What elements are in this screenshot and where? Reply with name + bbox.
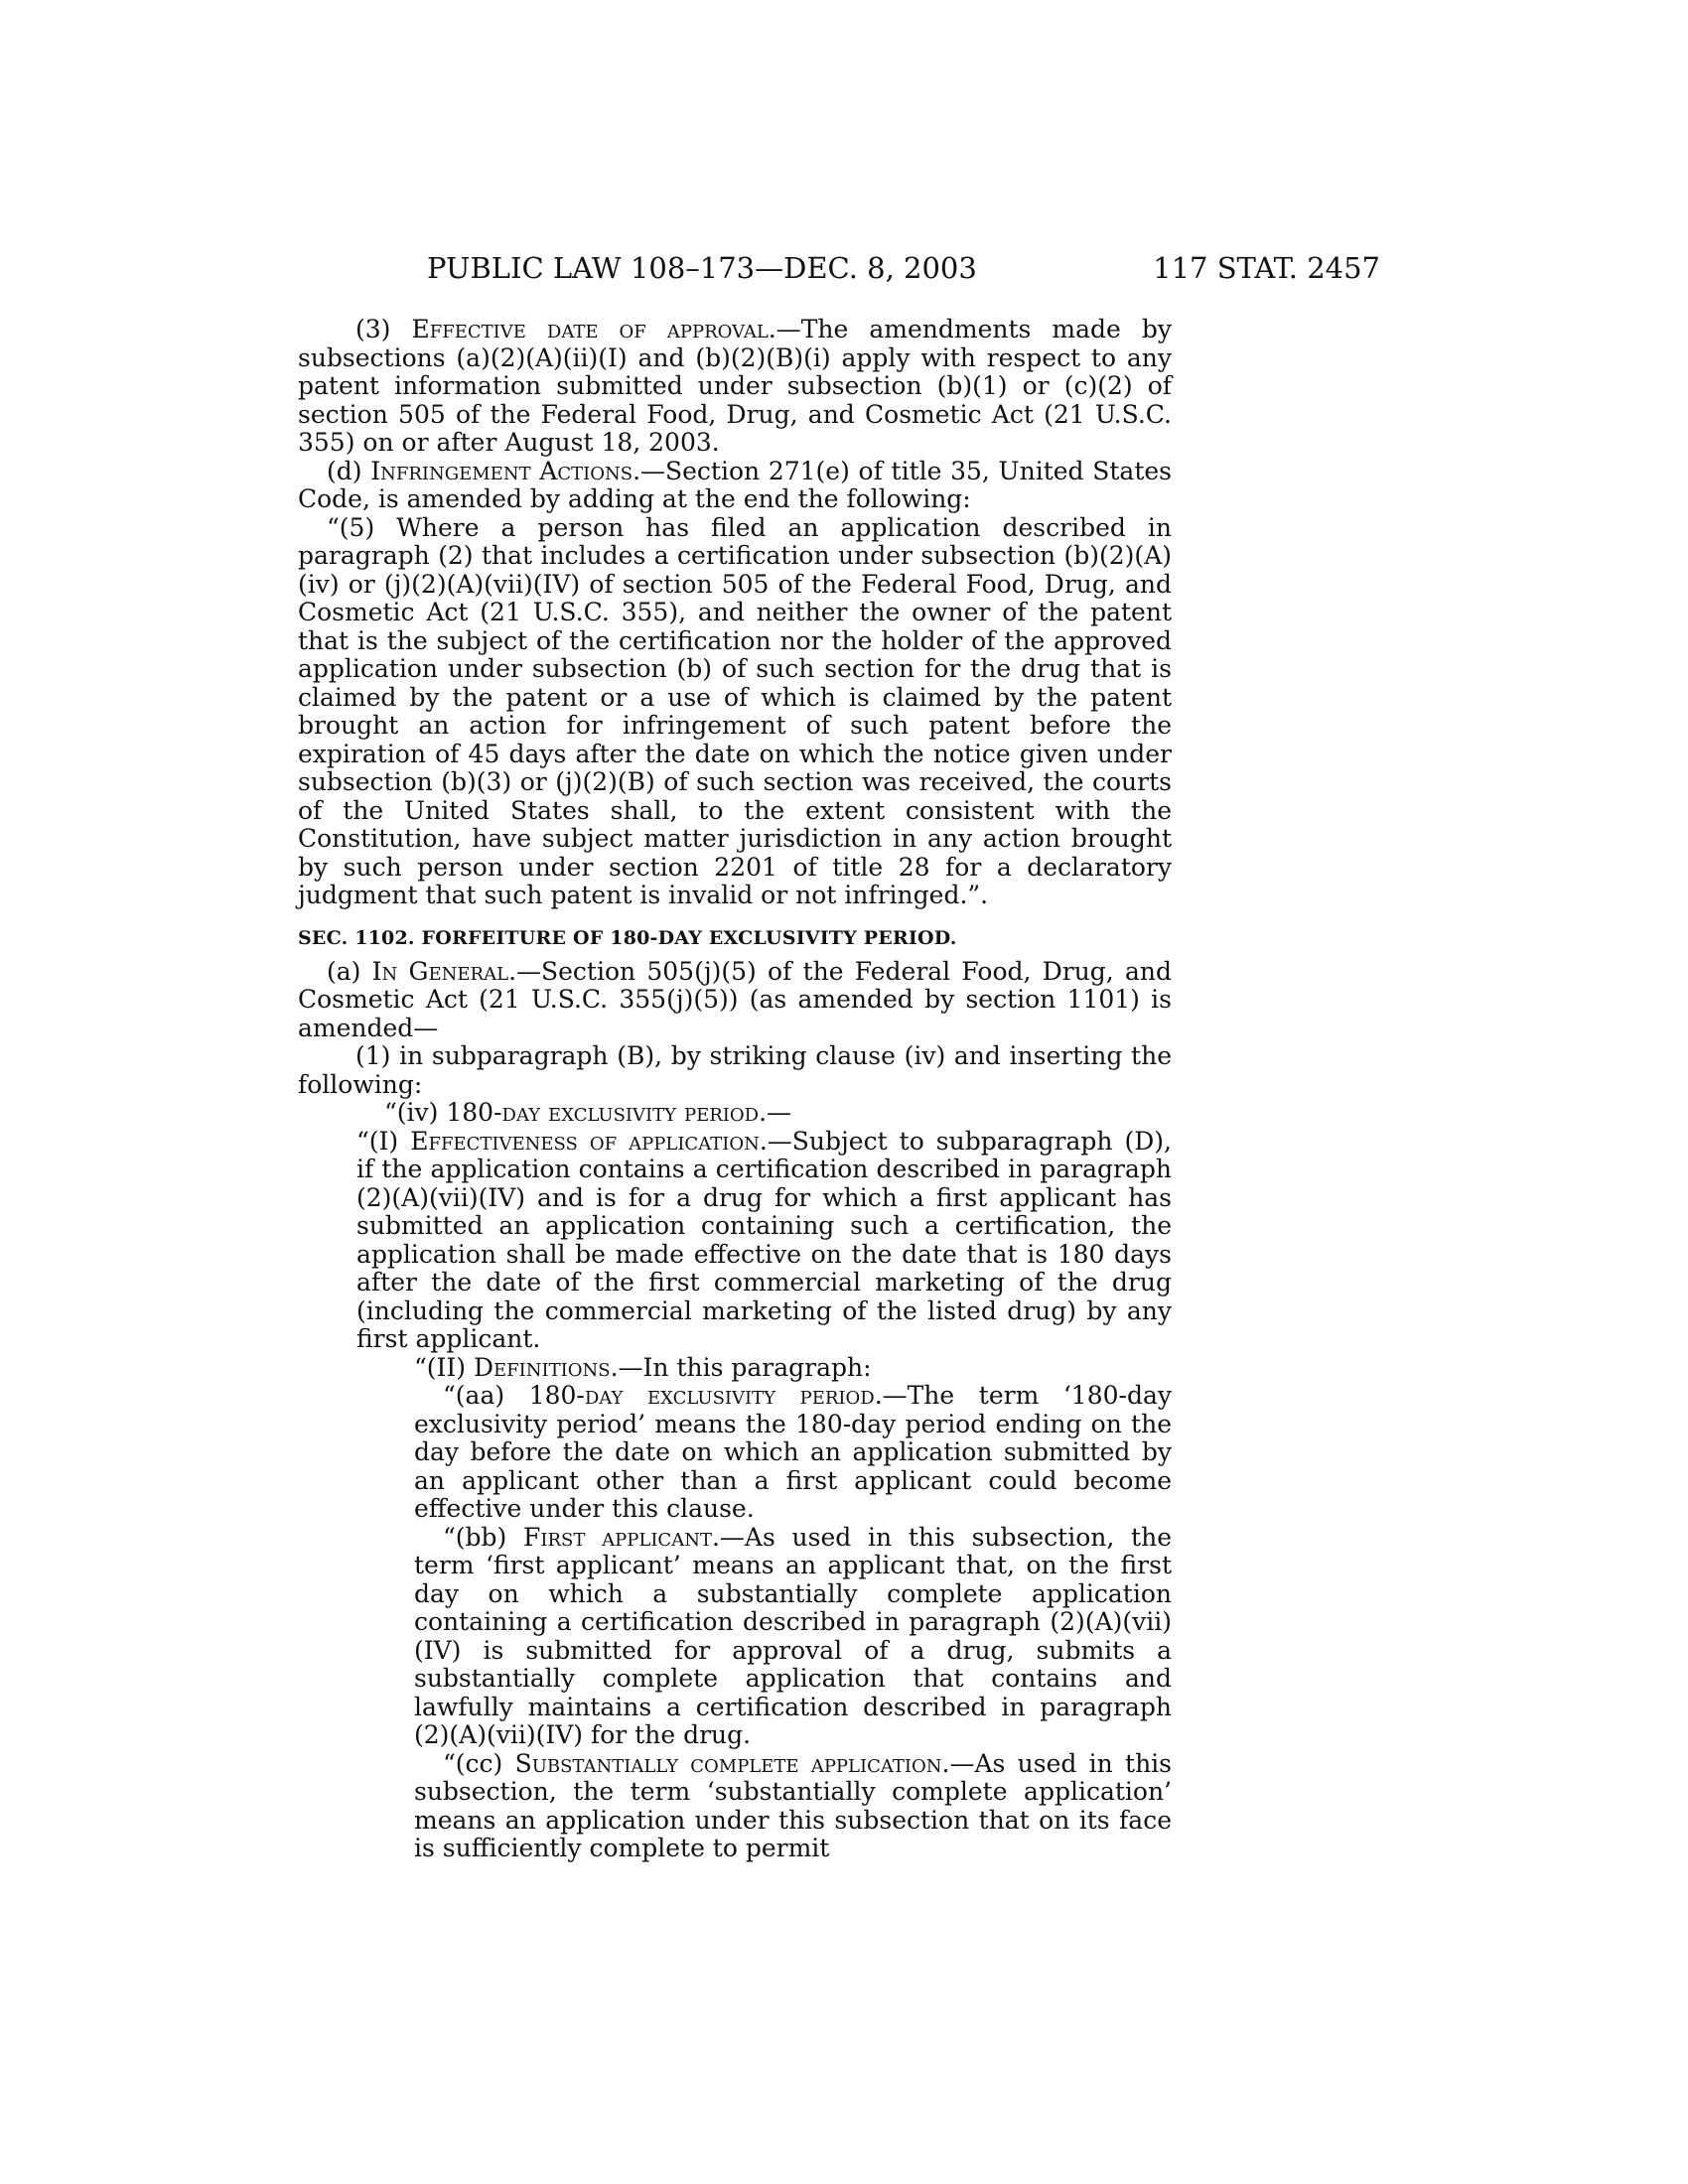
paragraph-subparagraph-b: (1) in subparagraph (B), by striking clause (iv) and inserting the following:	[298, 1041, 1172, 1099]
item-cc: “(cc) Substantially complete application.—As used in this subsection, the term ‘substantially complete application’ means an application under this subsection that on its face is sufficiently complete to permit	[414, 1748, 1172, 1862]
page-number: 117 STAT. 2457	[1153, 251, 1380, 285]
item-bb: “(bb) First applicant.—As used in this subsection, the term ‘first applicant’ means an applicant that, on the first day on which a substantially complete application containing a certification described in paragraph (2)(A)(vii)(IV) is submitted for approval of a drug, submits a substantially complete application that contains and lawfully maintains a certification described in paragraph (2)(A)(vii)(IV) for the drug.	[414, 1522, 1172, 1749]
paragraph-heading: Infringement Actions	[370, 456, 633, 485]
section-heading: SEC. 1102. FORFEITURE OF 180-DAY EXCLUSIVITY PERIOD.	[298, 926, 957, 949]
item-aa: “(aa) 180-day exclusivity period.—The term ‘180-day exclusivity period’ means the 180-day period ending on the day before the date on which an application submitted by an applicant other than a first applicant could become effective under this clause.	[414, 1381, 1173, 1523]
paragraph-heading: First applicant	[523, 1522, 712, 1552]
paragraph-in-general: (a) In General.—Section 505(j)(5) of the Federal Food, Drug, and Cosmetic Act (21 U.S.C. 355(j)(5)) (as amended by section 1101) is amended—	[298, 956, 1173, 1042]
paragraph-heading: Effectiveness of application	[410, 1126, 760, 1156]
paragraph-infringement-actions: (d) Infringement Actions.—Section 271(e) of title 35, United States Code, is amended by adding at the end the following:	[298, 456, 1172, 513]
running-title: PUBLIC LAW 108–173—DEC. 8, 2003	[427, 251, 977, 285]
paragraph-heading: Effective date of approval	[411, 315, 769, 343]
paragraph-heading: In General	[371, 956, 509, 986]
paragraph-quoted-amendment: “(5) Where a person has filed an application described in paragraph (2) that includes a certification under subsection (b)(2)(A)(iv) or (j)(2)(A)(vii)(IV) of section 505 of the Federal Food, Drug, and Cosmetic Act (21 U.S.C. 355), and neither the owner of the patent that is the subject of the certification nor the holder of the approved application under subsection (b) of such section for the drug that is claimed by the patent or a use of which is claimed by the patent brought an action for infringement of such patent before the expiration of 45 days after the date on which the notice given under subsection (b)(3) or (j)(2)(B) of such section was received, the courts of the United States shall, to the extent consistent with the Constitution, have subject matter jurisdiction in any action brought by such person under section 2201 of title 28 for a declaratory judgment that such patent is invalid or not infringed.”.	[298, 512, 1172, 909]
page-header	[298, 248, 1380, 288]
paragraph-effective-date: (3) Effective date of approval.—The amendments made by subsections (a)(2)(A)(ii)(I) and (b)(2)(B)(i) apply with respect to any patent information submitted under subsection (b)(1) or (c)(2) of section 505 of the Federal Food, Drug, and Cosmetic Act (21 U.S.C. 355) on or after August 18, 2003.	[298, 315, 1172, 457]
subclause-ii: “(II) Definitions.—In this paragraph:	[414, 1352, 872, 1382]
paragraph-heading: Substantially complete application	[514, 1748, 942, 1778]
document-body	[298, 316, 1172, 1863]
paragraph-heading: 180-day exclusivity period	[446, 1098, 760, 1127]
paragraph-heading: 180-day exclusivity period	[528, 1381, 875, 1410]
clause-iv: “(iv) 180-day exclusivity period.—	[384, 1098, 792, 1127]
subclause-i: “(I) Effectiveness of application.—Subject to subparagraph (D), if the application contains a certification described in paragraph (2)(A)(vii)(IV) and is for a drug for which a first applicant has submitted an application containing such a certification, the application shall be made effective on the date that is 180 days after the date of the first commercial marketing of the drug (including the commercial marketing of the listed drug) by any first applicant.	[356, 1126, 1172, 1353]
paragraph-heading: Definitions	[474, 1352, 611, 1382]
